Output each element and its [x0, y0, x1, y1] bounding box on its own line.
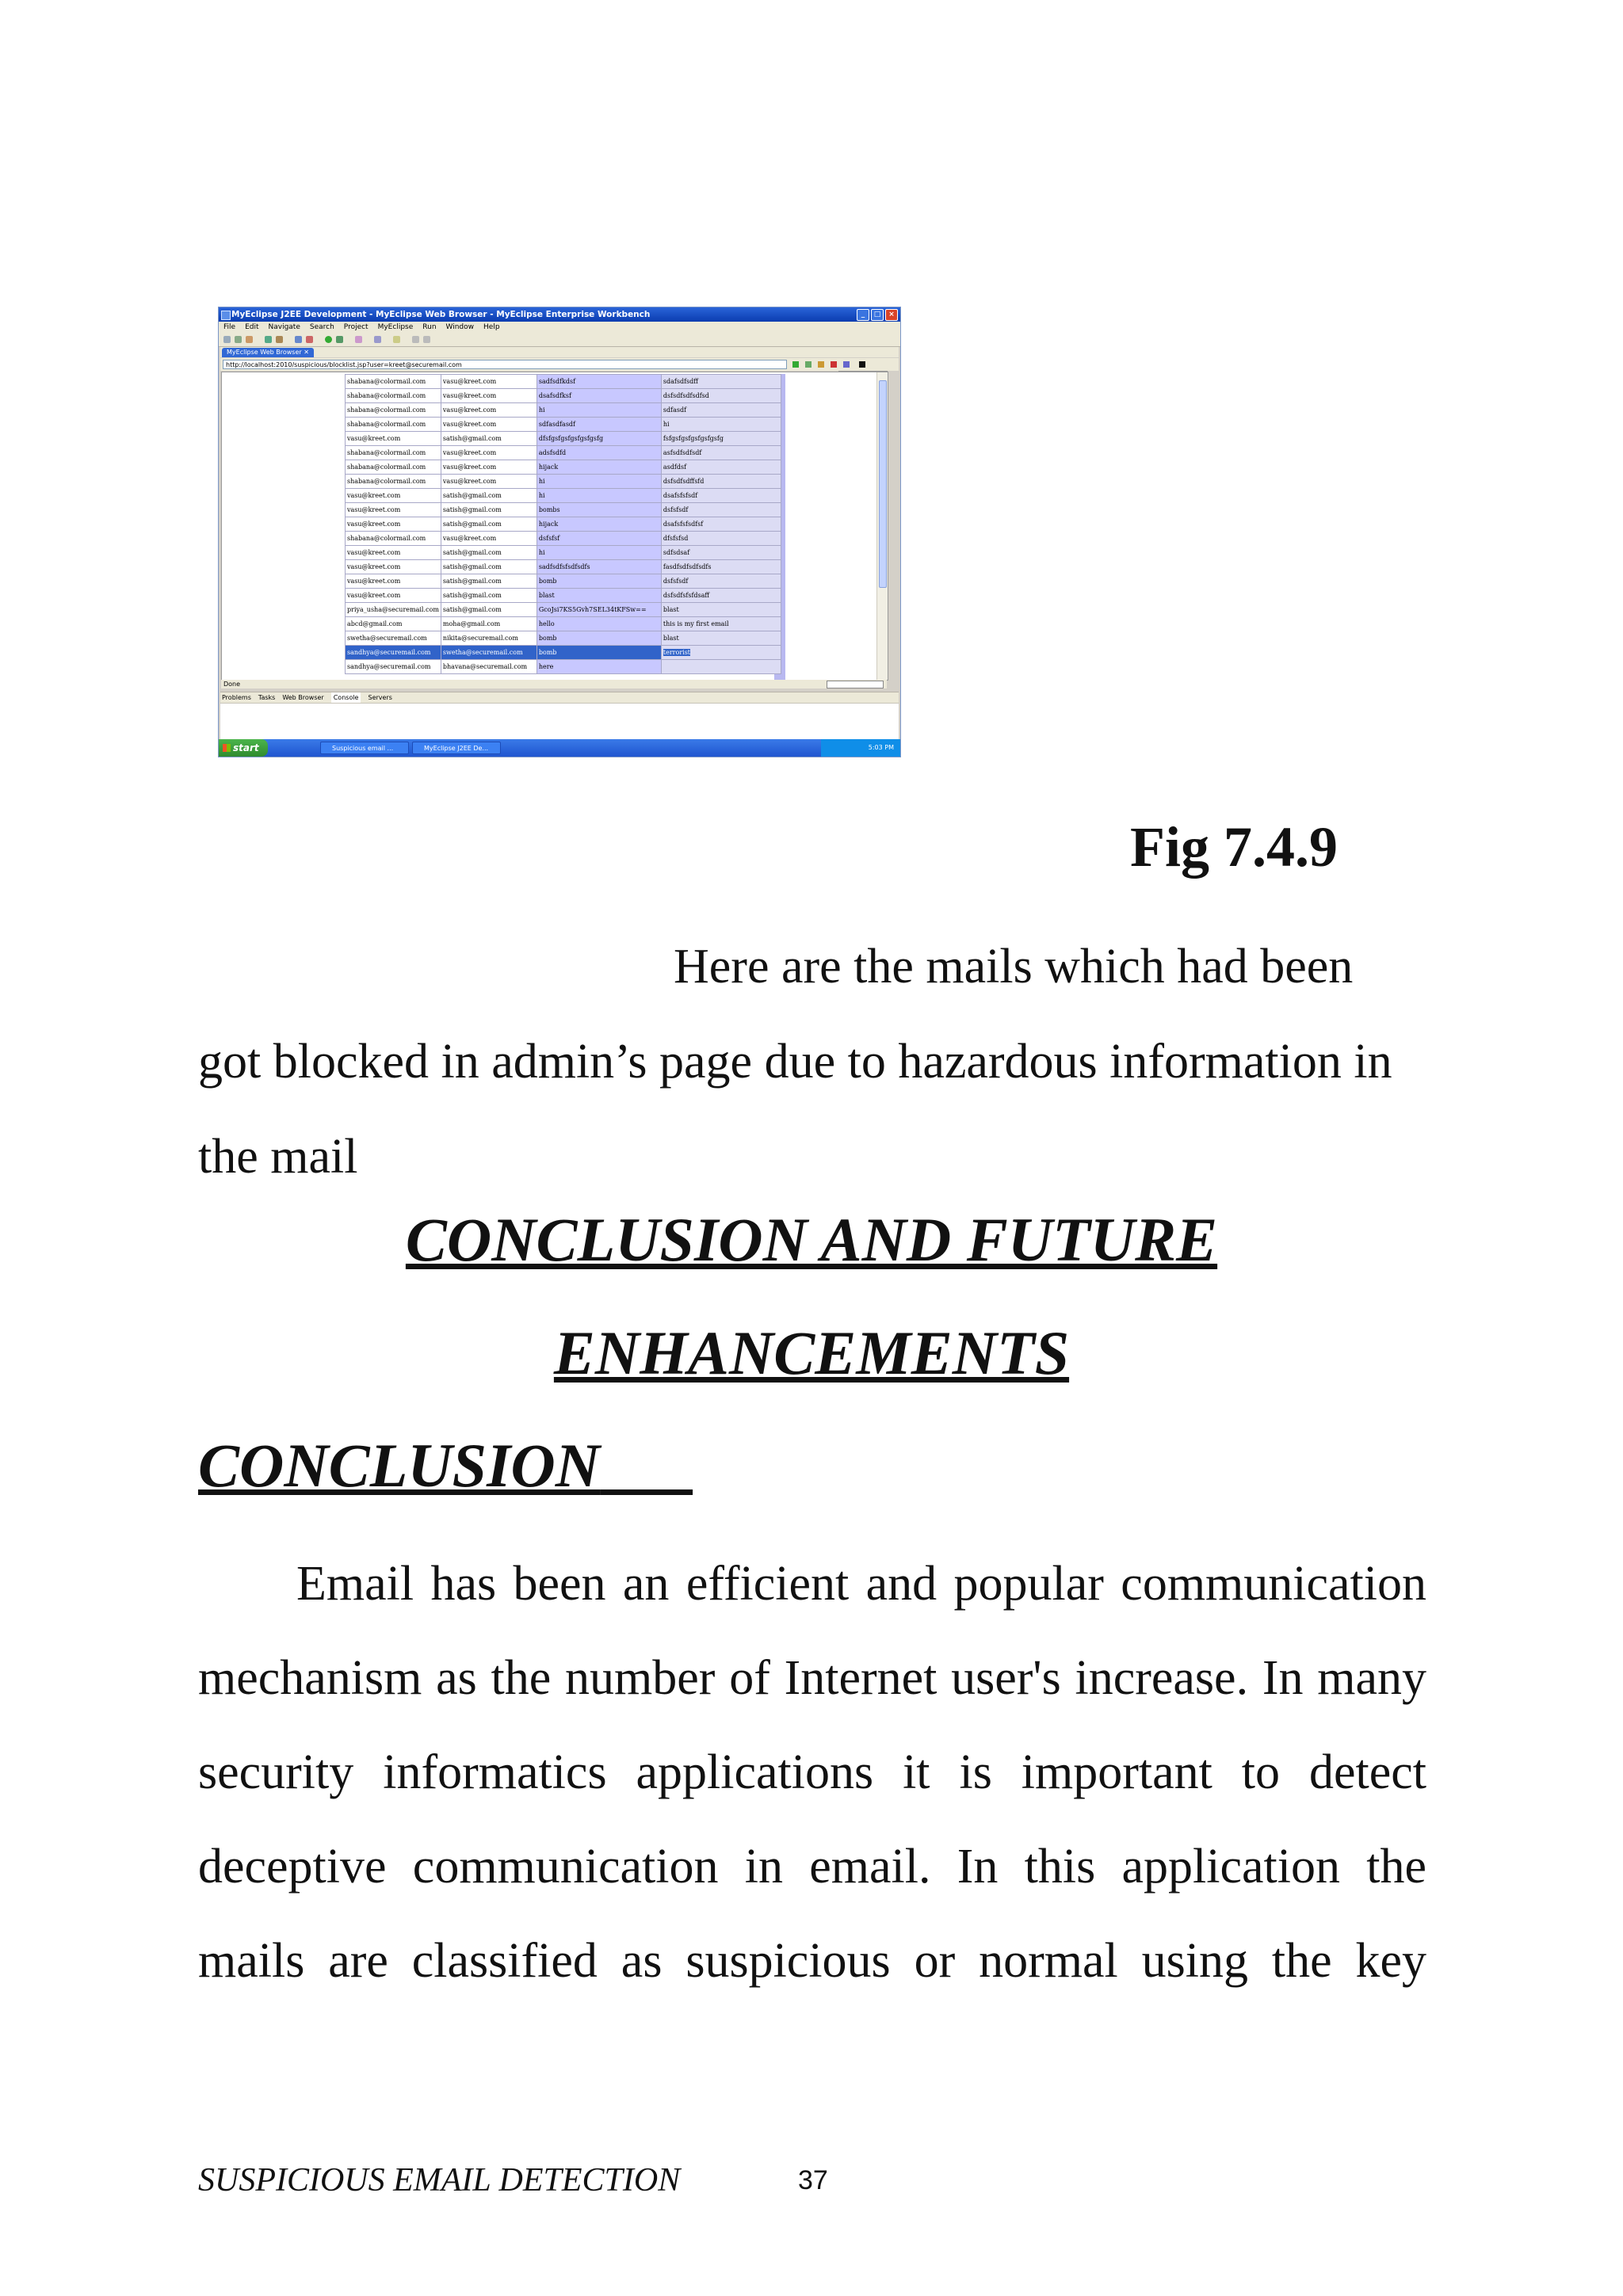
table-row	[346, 560, 781, 574]
subject-cell	[537, 403, 661, 418]
from-cell	[346, 589, 441, 603]
subject-cell	[537, 389, 661, 403]
from-cell	[346, 546, 441, 560]
start-label: start	[233, 742, 259, 753]
cell-text: dsafsfsfsdfsf	[663, 521, 704, 528]
windows-flag-icon	[223, 744, 231, 752]
system-tray	[821, 739, 900, 757]
chapter-heading-text1: CONCLUSION AND FUTURE	[405, 1205, 1218, 1274]
taskbar-item-suspicious-email[interactable]: Suspicious email ...	[320, 742, 409, 754]
cell-text: vasu@kreet.com	[442, 392, 497, 399]
blocked-mails-screenshot	[218, 307, 901, 757]
chapter-heading-line2: ENHANCEMENTS	[553, 1318, 1070, 1387]
subject-cell	[537, 503, 661, 517]
editor-tab-bar	[220, 347, 899, 357]
external-tools-icon[interactable]	[336, 336, 343, 343]
cell-text: blast	[538, 592, 555, 599]
message-cell	[661, 517, 781, 532]
message-cell	[661, 389, 781, 403]
cell-text: dsfsfsdf	[663, 506, 689, 513]
subject-cell	[537, 546, 661, 560]
to-cell	[441, 489, 537, 503]
message-cell	[661, 589, 781, 603]
from-cell	[346, 432, 441, 446]
subject-cell	[537, 574, 661, 589]
cell-text: hello	[538, 620, 555, 627]
subject-cell	[537, 432, 661, 446]
to-cell	[441, 574, 537, 589]
deploy-icon[interactable]	[265, 336, 272, 343]
cell-text: asdfdsf	[663, 463, 687, 471]
menu-window[interactable]: Window	[445, 323, 475, 331]
subject-cell	[537, 418, 661, 432]
to-cell	[441, 475, 537, 489]
cell-text: here	[538, 663, 554, 670]
from-cell	[346, 418, 441, 432]
cell-text: hi	[663, 421, 670, 428]
menu-file[interactable]: File	[223, 323, 236, 331]
cell-text: abcd@gmail.com	[347, 620, 403, 627]
cell-text: vasu@kreet.com	[347, 578, 401, 585]
to-cell	[441, 418, 537, 432]
figure-description-text: Here are the mails which had been got blocked in admin’s page due to hazardous information in the mail	[198, 940, 1392, 1184]
scrollbar-thumb[interactable]	[879, 380, 887, 588]
cell-text: vasu@kreet.com	[347, 506, 401, 513]
to-cell	[441, 446, 537, 460]
message-cell	[661, 475, 781, 489]
browser-viewport	[221, 372, 888, 681]
cell-text: sdfasdfasdf	[538, 421, 576, 428]
cell-text: dfsfsfsd	[663, 535, 689, 542]
message-cell	[661, 631, 781, 646]
cell-text: hi	[538, 478, 545, 485]
save-icon[interactable]	[235, 336, 242, 343]
cell-text: priya_usha@securemail.com	[347, 606, 439, 613]
window-titlebar	[219, 307, 900, 322]
subject-cell	[537, 617, 661, 631]
table-row	[346, 546, 781, 560]
table-row	[346, 631, 781, 646]
cell-text: shabana@colormail.com	[347, 378, 426, 385]
to-cell	[441, 503, 537, 517]
message-cell	[661, 460, 781, 475]
cell-text: satish@gmail.com	[442, 492, 502, 499]
cell-text: bomb	[538, 649, 557, 656]
cell-text: fasdfsdfsdfsdfs	[663, 563, 712, 570]
table-row	[346, 489, 781, 503]
server-icon[interactable]	[276, 336, 283, 343]
cell-text: vasu@kreet.com	[442, 449, 497, 456]
cell-text: dsfsdfsdfsdfsd	[663, 392, 709, 399]
bottom-view-tabs	[220, 692, 899, 703]
to-cell	[441, 389, 537, 403]
cell-text: sdafsdfsdff	[663, 378, 698, 385]
cell-text: nikita@securemail.com	[442, 635, 518, 642]
message-cell	[661, 646, 781, 660]
message-cell	[661, 560, 781, 574]
to-cell	[441, 517, 537, 532]
table-row	[346, 532, 781, 546]
cell-text: sandhya@securemail.com	[347, 649, 431, 656]
cell-text: satish@gmail.com	[442, 521, 502, 528]
new-class-icon[interactable]	[355, 336, 362, 343]
close-icon[interactable]: ×	[885, 309, 898, 321]
tab-web-browser-view[interactable]: Web Browser	[282, 694, 324, 701]
address-row	[220, 358, 899, 371]
footer-title: SUSPICIOUS EMAIL DETECTION	[198, 2162, 681, 2199]
from-cell	[346, 660, 441, 674]
subject-cell	[537, 646, 661, 660]
subject-cell	[537, 589, 661, 603]
from-cell	[346, 446, 441, 460]
subject-cell	[537, 631, 661, 646]
cell-text: blast	[663, 606, 679, 613]
to-cell	[441, 432, 537, 446]
tab-tasks[interactable]: Tasks	[258, 694, 276, 701]
cell-text: shabana@colormail.com	[347, 478, 426, 485]
menu-myeclipse[interactable]: MyEclipse	[377, 323, 414, 331]
from-cell	[346, 475, 441, 489]
table-row	[346, 603, 781, 617]
chapter-heading-line1	[0, 1204, 1623, 1276]
table-row	[346, 589, 781, 603]
from-cell	[346, 646, 441, 660]
cell-text: dsfsfsdf	[663, 578, 689, 585]
cell-text: terrorist	[663, 649, 691, 656]
menu-run[interactable]: Run	[422, 323, 437, 331]
message-cell	[661, 546, 781, 560]
conclusion-paragraph	[198, 1537, 1426, 2008]
message-cell	[661, 660, 781, 674]
vertical-scrollbar[interactable]	[876, 372, 888, 680]
cell-text: vasu@kreet.com	[347, 521, 401, 528]
from-cell	[346, 460, 441, 475]
cell-text: sdfsdsaf	[663, 549, 690, 556]
subject-cell	[537, 475, 661, 489]
myeclipse-app-icon	[221, 311, 231, 320]
tab-servers[interactable]: Servers	[368, 694, 392, 701]
message-cell	[661, 503, 781, 517]
cell-text: satish@gmail.com	[442, 549, 502, 556]
view-source-icon[interactable]	[859, 361, 865, 368]
go-icon[interactable]	[792, 361, 799, 368]
forward-icon[interactable]	[423, 336, 430, 343]
from-cell	[346, 631, 441, 646]
menu-project[interactable]: Project	[343, 323, 369, 331]
to-cell	[441, 546, 537, 560]
cell-text: shabana@colormail.com	[347, 406, 426, 414]
blocked-mails-table	[345, 374, 781, 674]
cell-text: dfsfgsfgsfgsfgsfgsfg	[538, 435, 604, 442]
menu-bar	[219, 322, 900, 333]
cell-text: vasu@kreet.com	[442, 378, 497, 385]
message-cell	[661, 418, 781, 432]
to-cell	[441, 560, 537, 574]
cell-text: vasu@kreet.com	[442, 421, 497, 428]
debug-icon[interactable]	[306, 336, 313, 343]
window-title: MyEclipse J2EE Development - MyEclipse Web Browser - MyEclipse Enterprise Workbench	[231, 310, 651, 319]
cell-text: moha@gmail.com	[442, 620, 501, 627]
subject-cell	[537, 560, 661, 574]
menu-help[interactable]: Help	[483, 323, 500, 331]
message-cell	[661, 432, 781, 446]
cell-text: dsfsdfsdffsfd	[663, 478, 705, 485]
table-row	[346, 646, 781, 660]
to-cell	[441, 375, 537, 389]
subject-cell	[537, 460, 661, 475]
cell-text: asfsdfsdfsdf	[663, 449, 702, 456]
cell-text: dsfsfsf	[538, 535, 560, 542]
cell-text: vasu@kreet.com	[347, 563, 401, 570]
from-cell	[346, 603, 441, 617]
print-icon[interactable]	[246, 336, 253, 343]
cell-text: bomb	[538, 578, 557, 585]
console-area	[220, 703, 899, 740]
cell-text: bombs	[538, 506, 560, 513]
cell-text: satish@gmail.com	[442, 578, 502, 585]
to-cell	[441, 617, 537, 631]
new-icon[interactable]	[223, 336, 231, 343]
figure-description	[198, 919, 1426, 1204]
from-cell	[346, 503, 441, 517]
to-cell	[441, 532, 537, 546]
cell-text: adsfsdfd	[538, 449, 567, 456]
message-cell	[661, 403, 781, 418]
from-cell	[346, 617, 441, 631]
from-cell	[346, 403, 441, 418]
section-heading-conclusion	[198, 1430, 693, 1501]
subject-cell	[537, 660, 661, 674]
from-cell	[346, 489, 441, 503]
cell-text: satish@gmail.com	[442, 563, 502, 570]
from-cell	[346, 517, 441, 532]
cell-text: hi	[538, 492, 545, 499]
cell-text: shabana@colormail.com	[347, 421, 426, 428]
table-row	[346, 418, 781, 432]
from-cell	[346, 389, 441, 403]
cell-text: vasu@kreet.com	[347, 549, 401, 556]
table-row	[346, 460, 781, 475]
from-cell	[346, 375, 441, 389]
windows-taskbar	[219, 739, 900, 757]
cell-text: hijack	[538, 463, 559, 471]
clock: 5:03 PM	[868, 744, 894, 751]
message-cell	[661, 574, 781, 589]
subject-cell	[537, 375, 661, 389]
subject-cell	[537, 489, 661, 503]
table-row	[346, 574, 781, 589]
message-cell	[661, 617, 781, 631]
cell-text: blast	[663, 635, 679, 642]
section-heading-text: CONCLUSION	[198, 1431, 601, 1500]
cell-text: vasu@kreet.com	[442, 463, 497, 471]
subject-cell	[537, 517, 661, 532]
subject-cell	[537, 446, 661, 460]
cell-text: vasu@kreet.com	[442, 478, 497, 485]
address-input[interactable]: http://localhost:2010/suspicious/blocklist.jsp?user=kreet@securemail.com	[223, 360, 787, 369]
cell-text: satish@gmail.com	[442, 506, 502, 513]
menu-search[interactable]: Search	[309, 323, 334, 331]
page-number: 37	[798, 2165, 828, 2195]
cell-text: shabana@colormail.com	[347, 392, 426, 399]
to-cell	[441, 660, 537, 674]
from-cell	[346, 574, 441, 589]
cell-text: vasu@kreet.com	[347, 492, 401, 499]
table-row	[346, 517, 781, 532]
minimize-icon[interactable]: _	[857, 309, 869, 321]
cell-text: bomb	[538, 635, 557, 642]
conclusion-text: Email has been an efficient and popular communication mechanism as the number of Internet user's increase. In many security informatics applications it is important to detect deceptive communication in email. In this application the mails are classified as suspicious or normal using the key	[198, 1557, 1426, 1988]
browser-status	[221, 680, 887, 688]
to-cell	[441, 646, 537, 660]
tab-problems[interactable]: Problems	[222, 694, 251, 701]
stop-icon[interactable]	[831, 361, 837, 368]
to-cell	[441, 631, 537, 646]
cell-text: hi	[538, 549, 545, 556]
cell-text: hijack	[538, 521, 559, 528]
browser-icon[interactable]	[295, 336, 302, 343]
cell-text: satish@gmail.com	[442, 606, 502, 613]
cell-text: bhavana@securemail.com	[442, 663, 528, 670]
cell-text: vasu@kreet.com	[442, 406, 497, 414]
status-text: Done	[223, 681, 241, 688]
maximize-icon[interactable]: □	[871, 309, 884, 321]
cell-text: hi	[538, 406, 545, 414]
message-cell	[661, 532, 781, 546]
message-cell	[661, 603, 781, 617]
subject-cell	[537, 532, 661, 546]
menu-edit[interactable]: Edit	[245, 323, 259, 331]
message-cell	[661, 375, 781, 389]
table-row	[346, 375, 781, 389]
cell-text: GcoJsi7KS5Gvh7SEL34tKFSw==	[538, 606, 647, 613]
start-button[interactable]	[219, 739, 268, 757]
menu-navigate[interactable]: Navigate	[268, 323, 300, 331]
cell-text: sadfsdfsfsdfsdfs	[538, 563, 590, 570]
tab-web-browser[interactable]: MyEclipse Web Browser ✕	[222, 348, 314, 357]
table-row	[346, 475, 781, 489]
cell-text: this is my first email	[663, 620, 729, 627]
cell-text: swetha@securemail.com	[442, 649, 523, 656]
from-cell	[346, 560, 441, 574]
table-row	[346, 446, 781, 460]
subject-cell	[537, 603, 661, 617]
back-icon[interactable]	[412, 336, 419, 343]
to-cell	[441, 603, 537, 617]
editor-tab-label: MyEclipse Web Browser	[227, 349, 302, 356]
home-icon[interactable]	[843, 361, 850, 368]
cell-text: sdfasdf	[663, 406, 687, 414]
figure-caption: Fig 7.4.9	[1130, 815, 1338, 879]
run-icon[interactable]	[325, 336, 332, 343]
cell-text: swetha@securemail.com	[347, 635, 427, 642]
table-row	[346, 503, 781, 517]
to-cell	[441, 403, 537, 418]
tab-console[interactable]: Console	[331, 692, 361, 703]
cell-text: sandhya@securemail.com	[347, 663, 431, 670]
cell-text: satish@gmail.com	[442, 435, 502, 442]
message-cell	[661, 446, 781, 460]
message-cell	[661, 489, 781, 503]
taskbar-item-myeclipse[interactable]: MyEclipse J2EE De...	[412, 742, 501, 754]
cell-text: satish@gmail.com	[442, 592, 502, 599]
table-row	[346, 432, 781, 446]
table-row	[346, 389, 781, 403]
cell-text: vasu@kreet.com	[442, 535, 497, 542]
cell-text: dsafsdfksf	[538, 392, 571, 399]
to-cell	[441, 589, 537, 603]
table-row	[346, 617, 781, 631]
open-type-icon[interactable]	[393, 336, 400, 343]
cell-text: vasu@kreet.com	[347, 592, 401, 599]
back-nav-icon[interactable]	[805, 361, 812, 368]
cell-text: sadfsdfkdsf	[538, 378, 576, 385]
refresh-icon[interactable]	[818, 361, 824, 368]
progress-bar	[827, 681, 884, 688]
cell-text: fsfgsfgsfgsfgsfgsfg	[663, 435, 724, 442]
cell-text: dsafsfsfsdf	[663, 492, 698, 499]
from-cell	[346, 532, 441, 546]
toolbar	[219, 333, 900, 347]
cell-text: shabana@colormail.com	[347, 449, 426, 456]
cell-text: shabana@colormail.com	[347, 535, 426, 542]
to-cell	[441, 460, 537, 475]
table-row	[346, 660, 781, 674]
table-row	[346, 403, 781, 418]
cell-text: dsfsdfsfsfdsaff	[663, 592, 710, 599]
cell-text: vasu@kreet.com	[347, 435, 401, 442]
search-icon[interactable]	[374, 336, 381, 343]
cell-text: shabana@colormail.com	[347, 463, 426, 471]
